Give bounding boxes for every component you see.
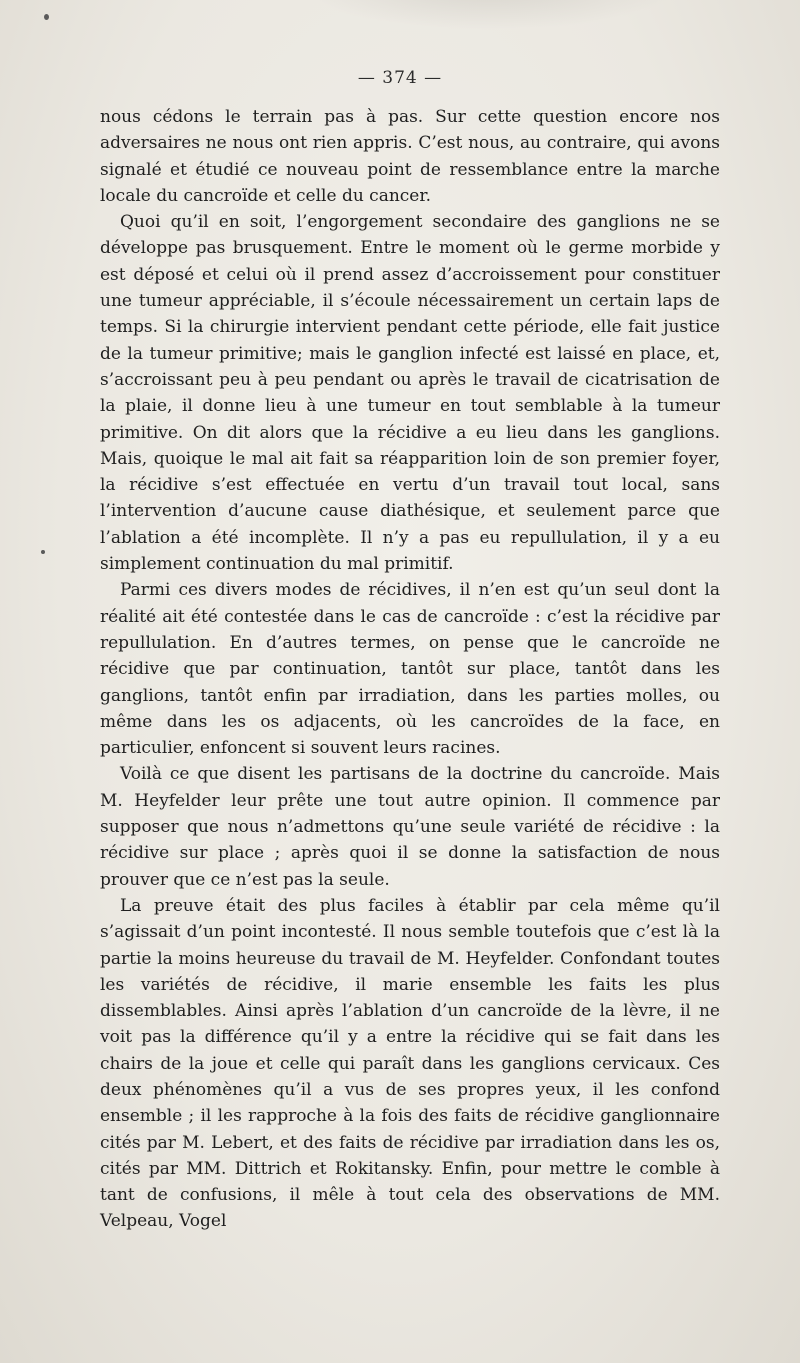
ink-speck bbox=[44, 14, 49, 20]
paragraph-1: nous cédons le terrain pas à pas. Sur cette question encore nos adversaires ne nous ont rien appris. C’est nous, au contraire, qui avons signalé et étudié ce nouveau point de ressemblance entre la marche locale du cancroïde et celle du cancer. bbox=[100, 107, 720, 206]
paragraph-4: Voilà ce que disent les partisans de la doctrine du cancroïde. Mais M. Heyfelder leur prête une tout autre opinion. Il commence par supposer que nous n’admettons qu’une seule variété de récidive : la récidive sur place ; après quoi il se donne la satisfaction de nous prouver que ce n’est pas la seule. bbox=[100, 764, 720, 890]
show-through-stain bbox=[300, 0, 680, 30]
paragraph-3: Parmi ces divers modes de récidives, il n’en est qu’un seul dont la réalité ait été contestée dans le cas de cancroïde : c’est la récidive par repullulation. En d’autres termes, on pense que le cancroïde ne récidive que par continuation, tantôt sur place, tantôt dans les ganglions, tantôt enfin par irradiation, dans les parties molles, ou même dans les os adjacents, où les cancroïdes de la face, en particulier, enfoncent si souvent leurs racines. bbox=[100, 580, 720, 759]
paragraph-5: La preuve était des plus faciles à établir par cela même qu’il s’agissait d’un point incontesté. Il nous semble toutefois que c’est là la partie la moins heureuse du travail de M. Heyfelder. Confondant toutes les variétés de récidive, il marie ensemble les faits les plus dissemblables. Ainsi après l’ablation d’un cancroïde de la lèvre, il ne voit pas la différence qu’il y a entre la récidive qui se fait dans les chairs de la joue et celle qui paraît dans les ganglions cervicaux. Ces deux phénomènes qu’il a vus de ses propres yeux, il les confond ensemble ; il les rapproche à la fois des faits de récidive ganglionnaire cités par M. Lebert, et des faits de récidive par irradiation dans les os, cités par MM. Dittrich et Rokitansky. Enfin, pour mettre le comble à tant de confusions, il mêle à tout cela des observations de MM. Velpeau, Vogel bbox=[100, 895, 720, 1232]
page-body bbox=[100, 104, 720, 1235]
ink-speck bbox=[41, 550, 45, 554]
page-number: — 374 — bbox=[357, 68, 443, 88]
paragraph-2: Quoi qu’il en soit, l’engorgement secondaire des ganglions ne se développe pas brusquement. Entre le moment où le germe morbide y est déposé et celui où il prend assez d’accroissement pour constituer une tumeur appréciable, il s’écoule nécessairement un certain laps de temps. Si la chirurgie intervient pendant cette période, elle fait justice de la tumeur primitive; mais le ganglion infecté est laissé en place, et, s’accroissant peu à peu pendant ou après le travail de cicatrisation de la plaie, il donne lieu à une tumeur en tout semblable à la tumeur primitive. On dit alors que la récidive a eu lieu dans les ganglions. Mais, quoique le mal ait fait sa réapparition loin de son premier foyer, la récidive s’est effectuée en vertu d’un travail tout local, sans l’intervention d’aucune cause diathésique, et seulement parce que l’ablation a été incomplète. Il n’y a pas eu repullulation, il y a eu simplement continuation du mal primitif. bbox=[100, 212, 720, 575]
